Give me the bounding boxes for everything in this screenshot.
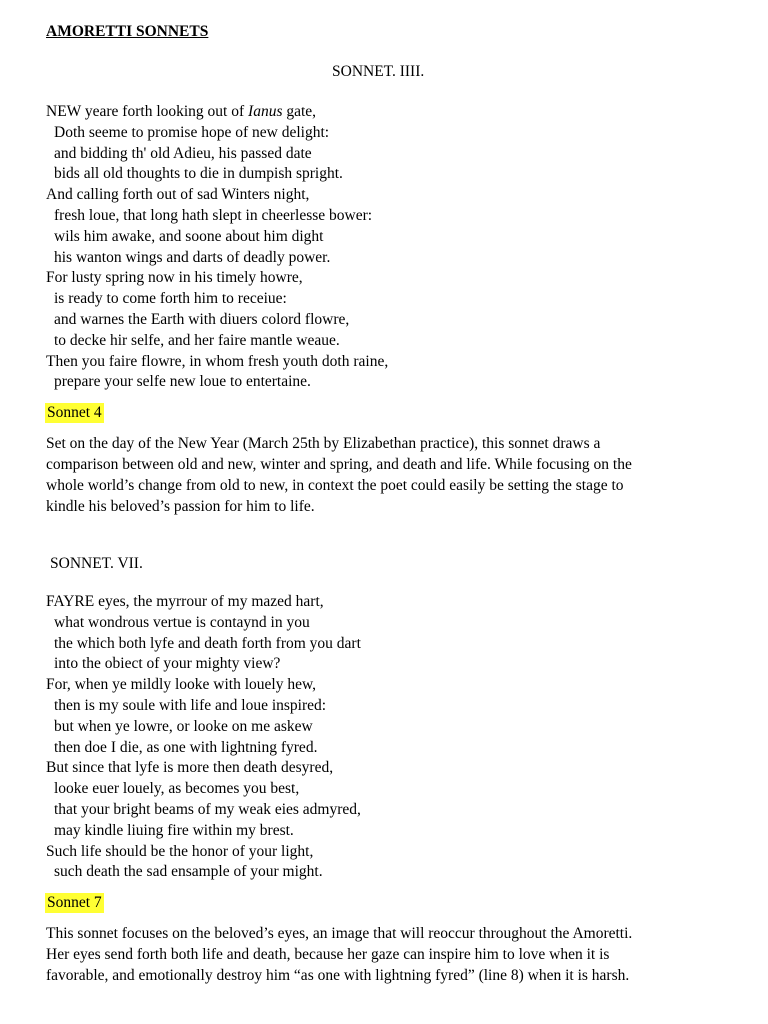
poem-line [46,248,388,269]
poem-line-text: fresh loue, that long hath slept in cheerlesse bower: [54,206,373,224]
poem-line [46,634,361,655]
poem-line [46,779,361,800]
poem-line [46,185,388,206]
poem-line-text: the which both lyfe and death forth from you dart [54,634,361,652]
sonnet-7-label: Sonnet 7 [47,894,102,911]
commentary-line: Her eyes send forth both life and death, because her gaze can inspire him to love when it is [46,946,610,963]
poem-line [46,310,388,331]
poem-line [46,164,388,185]
poem-line-text: Such life should be the honor of your light, [46,842,314,860]
poem-line-text: wils him awake, and soone about him dight [54,227,324,245]
sonnet-4-poem [46,102,388,393]
poem-line-emphasis: Ianus [248,103,283,120]
commentary-line: kindle his beloved’s passion for him to life. [46,498,315,515]
poem-line-text: bids all old thoughts to die in dumpish spright. [54,165,343,183]
poem-line [46,800,361,821]
poem-line-text: For lusty spring now in his timely howre, [46,269,303,287]
commentary-line: favorable, and emotionally destroy him “as one with lightning fyred” (line 8) when it is harsh. [46,967,630,984]
poem-line [46,289,388,310]
poem-line-text: what wondrous vertue is contaynd in you [54,613,310,631]
commentary-line: comparison between old and new, winter and spring, and death and life. While focusing on the [46,456,632,473]
poem-line [46,842,361,863]
poem-line-text: Then you faire flowre, in whom fresh youth doth raine, [46,352,389,370]
poem-line [46,696,361,717]
poem-line-text: FAYRE eyes, the myrrour of my mazed hart, [46,593,324,610]
poem-line [46,613,361,634]
poem-line-text: and warnes the Earth with diuers colord flowre, [54,310,350,328]
commentary-line: whole world’s change from old to new, in context the poet could easily be setting the stage to [46,477,624,494]
poem-line [46,738,361,759]
sonnet-4-label: Sonnet 4 [47,404,102,421]
poem-line-text: but when ye lowre, or looke on me askew [54,717,313,735]
poem-line-text: And calling forth out of sad Winters night, [46,186,310,204]
poem-line-text: NEW yeare forth looking out of [46,103,249,120]
poem-line-text: Doth seeme to promise hope of new delight: [54,123,330,141]
poem-line-text: and bidding th' old Adieu, his passed date [54,144,312,162]
sonnet-7-commentary [46,923,736,986]
poem-line [46,717,361,738]
sonnet-7-heading: SONNET. VII. [50,555,143,572]
poem-line [46,227,388,248]
poem-line [46,821,361,842]
poem-line-text: prepare your selfe new loue to entertaine. [54,373,311,391]
poem-line-text: looke euer louely, as becomes you best, [54,780,300,798]
poem-line [46,144,388,165]
poem-line-text: his wanton wings and darts of deadly power. [54,248,331,266]
poem-line [46,123,388,144]
poem-line-text: may kindle liuing fire within my brest. [54,821,294,839]
poem-line [46,268,388,289]
poem-line [46,372,388,393]
poem-line [46,352,388,373]
sonnet-4-commentary [46,433,736,517]
sonnet-4-heading: SONNET. IIII. [332,63,425,80]
poem-line [46,654,361,675]
poem-line-text: then is my soule with life and loue inspired: [54,696,327,714]
poem-line-text: then doe I die, as one with lightning fyred. [54,738,318,756]
poem-line-text: to decke hir selfe, and her faire mantle weaue. [54,331,340,349]
poem-line [46,675,361,696]
document-title: AMORETTI SONNETS [46,23,209,40]
commentary-line: Set on the day of the New Year (March 25th by Elizabethan practice), this sonnet draws a [46,435,601,452]
poem-line-text: into the obiect of your mighty view? [54,655,281,673]
poem-line-text: that your bright beams of my weak eies admyred, [54,800,361,818]
poem-line [46,862,361,883]
poem-line [46,102,388,123]
poem-line [46,758,361,779]
poem-line [46,592,361,613]
poem-line [46,206,388,227]
poem-line-text: gate, [282,103,317,120]
sonnet-7-poem [46,592,361,883]
poem-line-text: such death the sad ensample of your might. [54,863,323,881]
poem-line-text: is ready to come forth him to receiue: [54,290,287,308]
poem-line [46,331,388,352]
poem-line-text: But since that lyfe is more then death desyred, [46,759,334,777]
poem-line-text: For, when ye mildly looke with louely hew, [46,676,317,694]
commentary-line: This sonnet focuses on the beloved’s eyes, an image that will reoccur throughout the Amoretti. [46,925,633,942]
